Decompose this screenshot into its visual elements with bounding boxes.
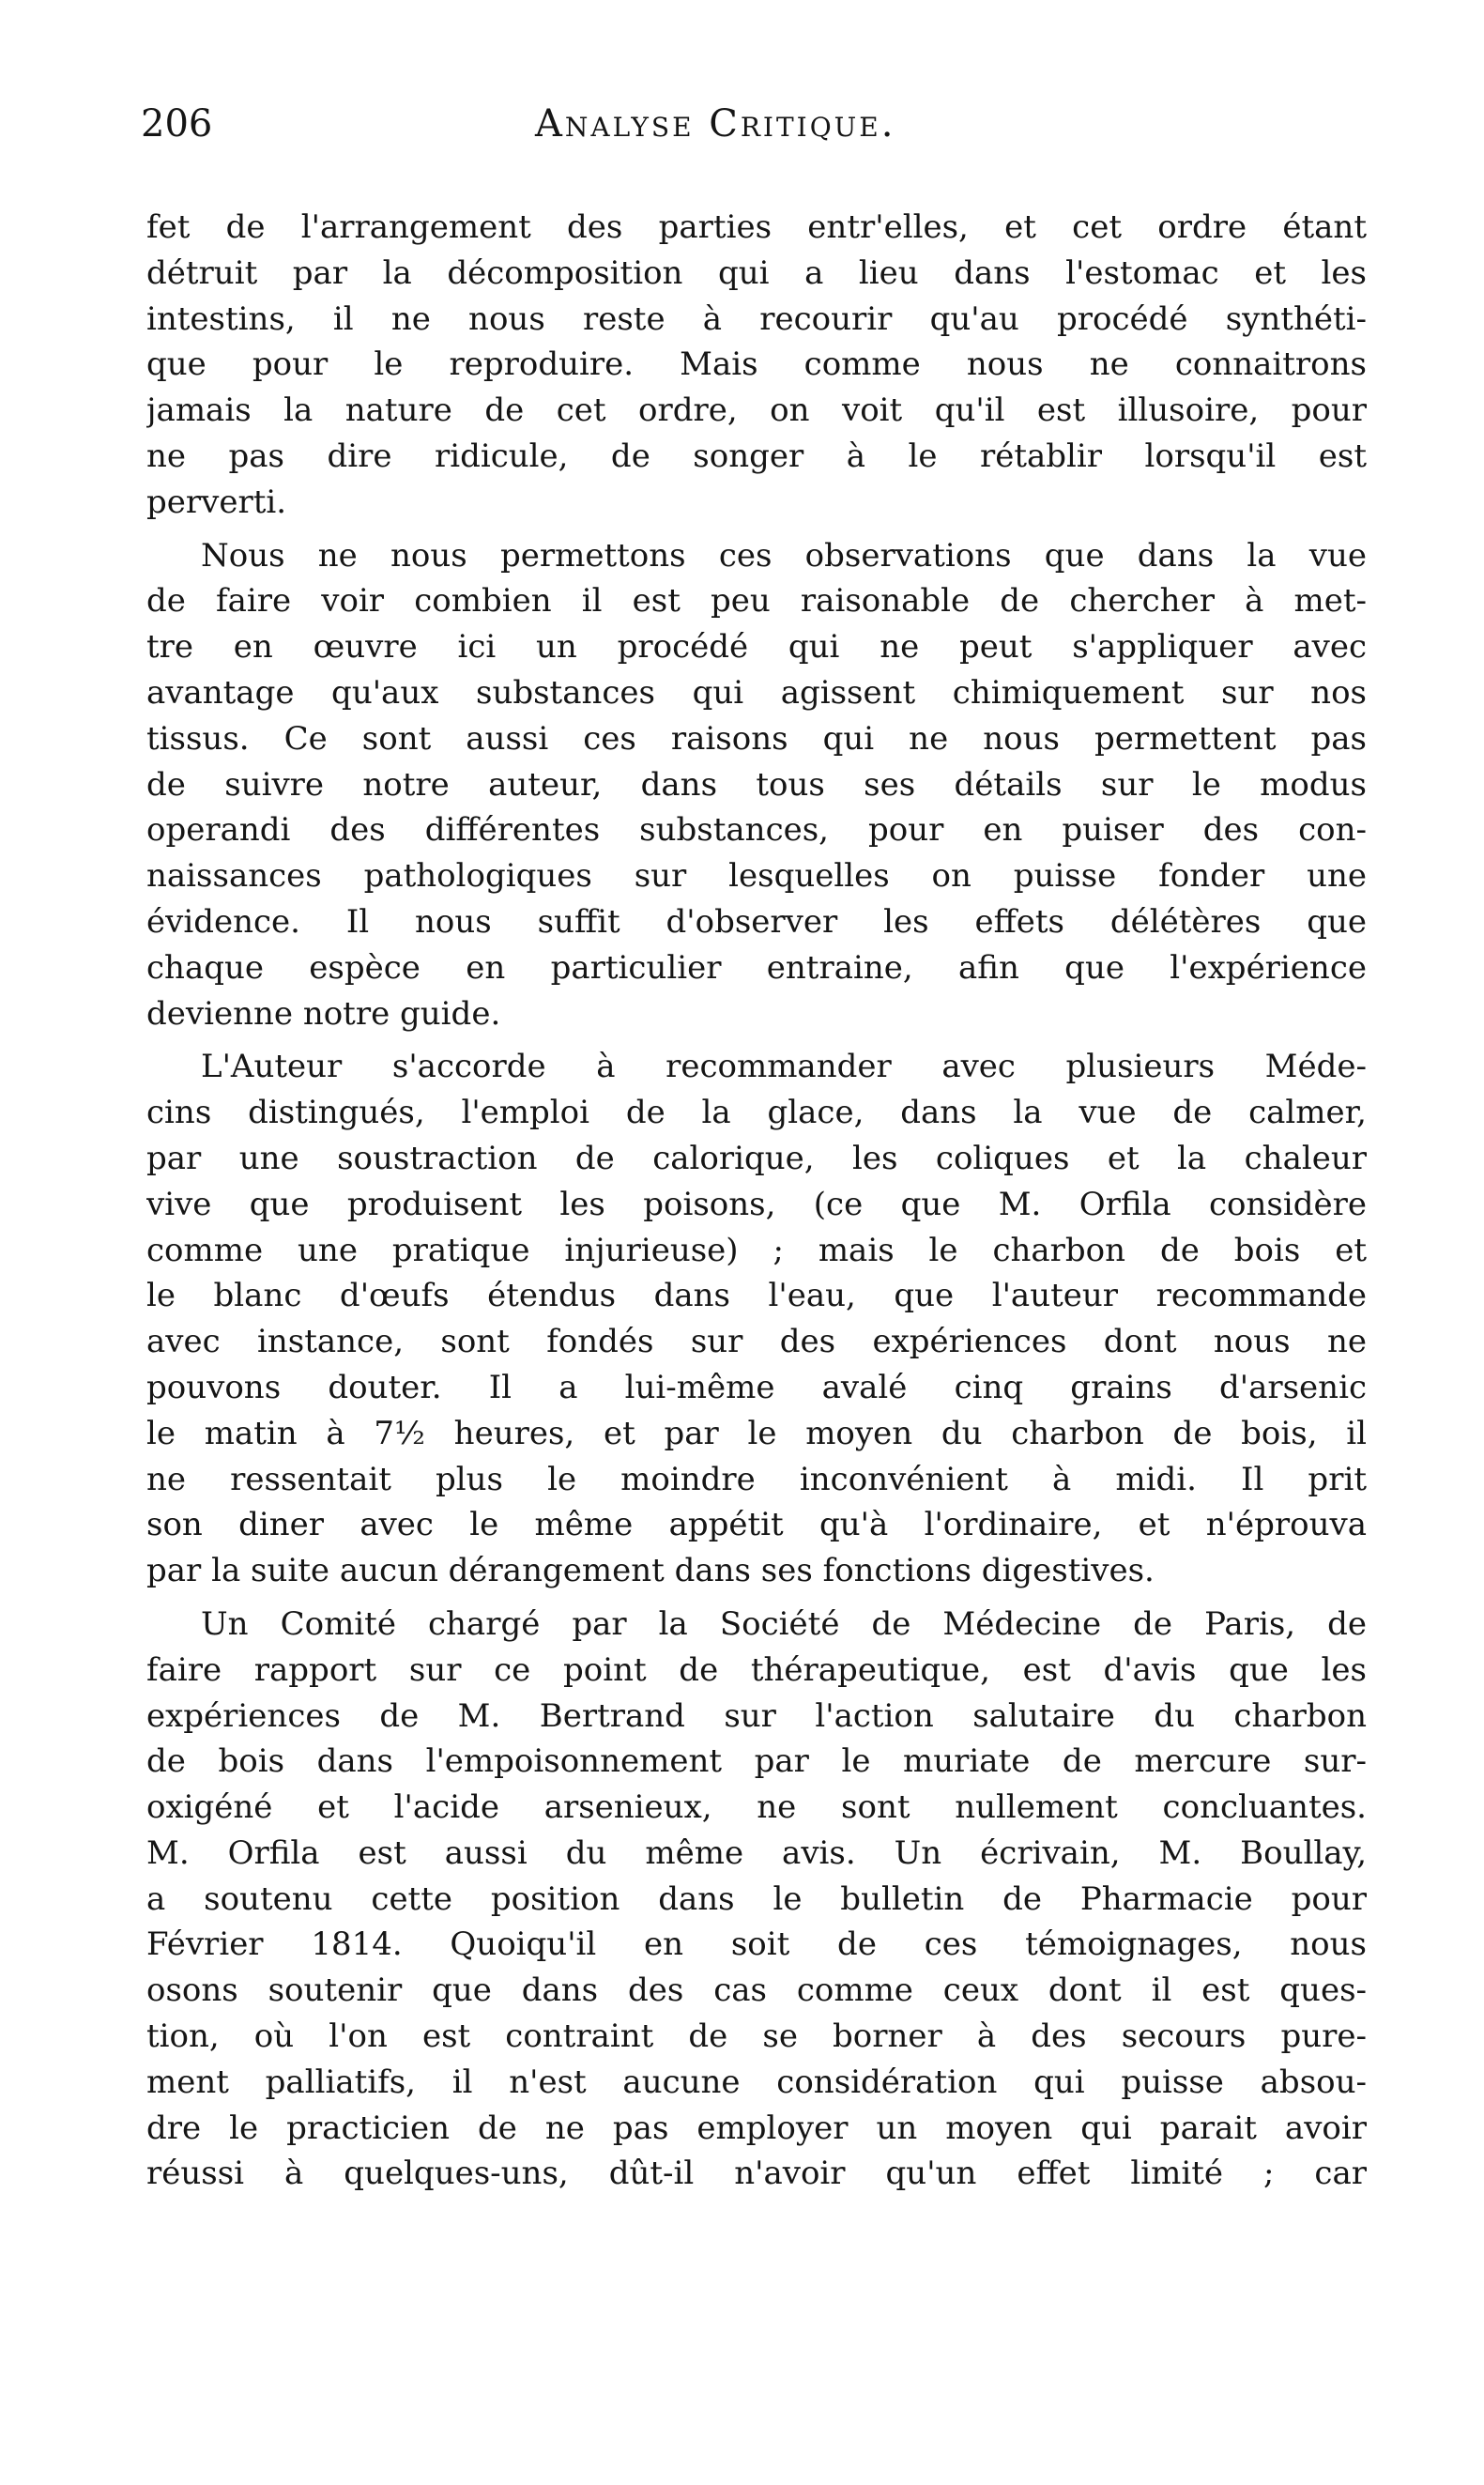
text-line: Un Comité chargé par la Société de Médecine de Paris, de: [201, 1604, 1367, 1643]
paragraph: [146, 1044, 1367, 1594]
text-line: chaque espèce en particulier entraine, afin que l'expérience: [146, 948, 1367, 987]
text-line: que pour le reproduire. Mais comme nous ne connaitrons: [146, 345, 1367, 384]
text-line: comme une pratique injurieuse) ; mais le charbon de bois et: [146, 1231, 1367, 1269]
text-line: dre le practicien de ne pas employer un moyen qui parait avoir: [146, 2109, 1367, 2147]
text-line: évidence. Il nous suffit d'observer les effets délétères que: [146, 902, 1367, 941]
text-line: ment palliatifs, il n'est aucune considération qui puisse absou-: [146, 2063, 1367, 2101]
body-text: [146, 205, 1367, 2197]
text-line: a soutenu cette position dans le bulletin de Pharmacie pour: [146, 1879, 1367, 1918]
text-line: vive que produisent les poisons, (ce que M. Orfila considère: [146, 1185, 1367, 1223]
text-line: cins distingués, l'emploi de la glace, dans la vue de calmer,: [146, 1094, 1367, 1132]
paragraph-gap: [146, 1594, 1367, 1602]
text-line: operandi des différentes substances, pour en puiser des con-: [146, 811, 1367, 850]
text-line: ne ressentait plus le moindre inconvénient à midi. Il prit: [146, 1460, 1367, 1498]
paragraph-gap: [146, 1036, 1367, 1044]
text-line: de bois dans l'empoisonnement par le muriate de mercure sur-: [146, 1742, 1367, 1781]
text-line: pouvons douter. Il a lui-même avalé cinq grains d'arsenic: [146, 1368, 1367, 1406]
text-line: avec instance, sont fondés sur des expériences dont nous ne: [146, 1323, 1367, 1361]
text-line: fet de l'arrangement des parties entr'elles, et cet ordre étant: [146, 208, 1367, 246]
text-line: avantage qu'aux substances qui agissent chimiquement sur nos: [146, 673, 1367, 712]
text-line: intestins, il ne nous reste à recourir qu'au procédé synthéti-: [146, 299, 1367, 338]
page-header: [141, 96, 1361, 161]
text-line: expériences de M. Bertrand sur l'action salutaire du charbon: [146, 1696, 1367, 1735]
text-line: détruit par la décomposition qui a lieu dans l'estomac et les: [146, 253, 1367, 292]
text-line: devienne notre guide.: [146, 994, 501, 1033]
text-line: perverti.: [146, 483, 287, 521]
text-line: tre en œuvre ici un procédé qui ne peut s'appliquer avec: [146, 628, 1367, 667]
text-line: oxigéné et l'acide arsenieux, ne sont nullement concluantes.: [146, 1788, 1367, 1827]
text-line: Nous ne nous permettons ces observations que dans la vue: [201, 536, 1367, 575]
text-line: osons soutenir que dans des cas comme ceux dont il est ques-: [146, 1971, 1367, 2010]
paragraph: [146, 533, 1367, 1037]
text-line: le blanc d'œufs étendus dans l'eau, que l'auteur recommande: [146, 1277, 1367, 1315]
paragraph: [146, 1602, 1367, 2197]
text-line: ne pas dire ridicule, de songer à le rétablir lorsqu'il est: [146, 437, 1367, 475]
running-title: Analyse Critique.: [535, 102, 896, 146]
paragraph-gap: [146, 526, 1367, 533]
paragraph: [146, 205, 1367, 526]
text-line: son diner avec le même appétit qu'à l'ordinaire, et n'éprouva: [146, 1506, 1367, 1544]
text-line: jamais la nature de cet ordre, on voit qu'il est illusoire, pour: [146, 391, 1367, 430]
text-line: faire rapport sur ce point de thérapeutique, est d'avis que les: [146, 1650, 1367, 1689]
page-number: 206: [141, 102, 213, 146]
text-line: par la suite aucun dérangement dans ses fonctions digestives.: [146, 1552, 1155, 1590]
text-line: tissus. Ce sont aussi ces raisons qui ne nous permettent pas: [146, 719, 1367, 758]
text-line: M. Orfila est aussi du même avis. Un écrivain, M. Boullay,: [146, 1833, 1367, 1872]
text-line: de suivre notre auteur, dans tous ses détails sur le modus: [146, 765, 1367, 804]
text-line: de faire voir combien il est peu raisonable de chercher à met-: [146, 582, 1367, 621]
text-line: Février 1814. Quoiqu'il en soit de ces témoignages, nous: [146, 1925, 1367, 1964]
text-line: réussi à quelques-uns, dût-il n'avoir qu'un effet limité ; car: [146, 2155, 1367, 2193]
text-line: le matin à 7½ heures, et par le moyen du charbon de bois, il: [146, 1414, 1367, 1452]
text-line: par une soustraction de calorique, les coliques et la chaleur: [146, 1139, 1367, 1177]
text-line: naissances pathologiques sur lesquelles on puisse fonder une: [146, 857, 1367, 896]
text-line: L'Auteur s'accorde à recommander avec plusieurs Méde-: [201, 1048, 1367, 1086]
text-line: tion, où l'on est contraint de se borner à des secours pure-: [146, 2017, 1367, 2056]
